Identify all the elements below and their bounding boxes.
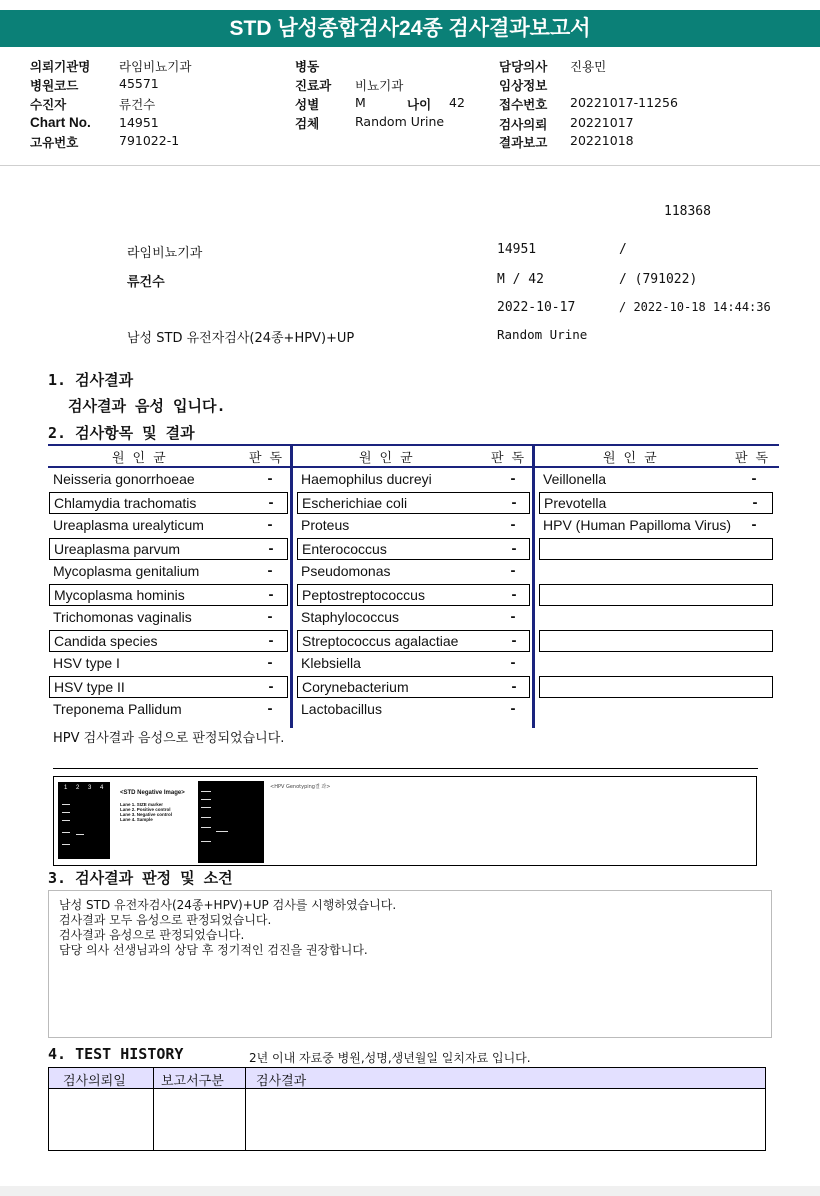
pathogen-result: -	[510, 654, 516, 671]
pathogen-cell	[297, 676, 530, 698]
pathogen-result: -	[510, 470, 516, 487]
pathogen-cell	[49, 653, 288, 675]
lane-2-label: 2	[76, 785, 80, 791]
gel-band	[62, 804, 70, 805]
age-label: 나이	[407, 97, 432, 112]
pathogen-cell	[297, 561, 530, 583]
chart-label: Chart No.	[30, 115, 91, 130]
pathogen-cell	[49, 699, 288, 721]
pathogen-result: -	[268, 540, 274, 557]
pathogen-name: Treponema Pallidum	[53, 701, 182, 717]
table-col-divider-1	[290, 444, 293, 728]
pathogen-result: -	[268, 586, 274, 603]
sex-value: M	[355, 95, 366, 110]
lane-3-label: 3	[88, 785, 92, 791]
pathogen-cell	[49, 492, 288, 514]
pathogen-cell	[49, 630, 288, 652]
report-title: STD 남성종합검사24종 검사결과보고서	[0, 10, 820, 47]
pathogen-name: Prevotella	[544, 495, 607, 511]
pathogen-result: -	[510, 700, 516, 717]
pathogen-cell	[49, 538, 288, 560]
gel-band	[201, 791, 211, 792]
pathogen-cell	[49, 561, 288, 583]
pathogen-result: -	[511, 540, 517, 557]
pathogen-name: Candida species	[54, 633, 158, 649]
pathogen-name: Trichomonas vaginalis	[53, 609, 192, 625]
pathogen-cell	[297, 492, 530, 514]
pathogen-result: -	[267, 516, 273, 533]
pathogen-name: Lactobacillus	[301, 701, 382, 717]
pathogen-cell	[297, 584, 530, 606]
code-value: 45571	[119, 76, 159, 91]
history-col-divider	[153, 1068, 154, 1150]
gel-legend-line: Lane 2. Positive control	[120, 807, 171, 812]
gel-band	[201, 817, 211, 818]
age-value: 42	[449, 95, 465, 110]
col2-result-header: 판독	[491, 451, 533, 466]
history-col-divider	[245, 1068, 246, 1150]
patient-label: 수진자	[30, 97, 67, 112]
pathogen-result: -	[511, 678, 517, 695]
section1-title: 1. 검사결과	[48, 371, 134, 389]
pathogen-name: Chlamydia trachomatis	[54, 495, 197, 511]
info-specimen: Random Urine	[497, 327, 588, 342]
gel-band	[201, 799, 211, 800]
pathogen-cell	[297, 607, 530, 629]
pathogen-cell	[297, 630, 530, 652]
dept-value: 비뇨기과	[355, 78, 404, 93]
pathogen-result: -	[268, 678, 274, 695]
clinical-label: 임상정보	[499, 78, 548, 93]
dept-label: 진료과	[295, 78, 332, 93]
opinion-line: 담당 의사 선생님과의 상담 후 정기적인 검진을 권장합니다.	[59, 943, 368, 957]
opinion-line: 검사결과 음성으로 판정되었습니다.	[59, 928, 245, 942]
pathogen-result: -	[267, 654, 273, 671]
pathogen-result: -	[752, 494, 758, 511]
doctor-value: 진용민	[570, 59, 607, 74]
info-request-date: 2022-10-17	[497, 300, 576, 315]
pathogen-result: -	[268, 494, 274, 511]
section3-title: 3. 검사결과 판정 및 소견	[48, 869, 233, 887]
col2-pathogen-header: 원인균	[359, 451, 421, 466]
table-head-rule	[48, 466, 779, 468]
col1-pathogen-header: 원인균	[112, 451, 174, 466]
pathogen-result: -	[267, 608, 273, 625]
info-birth: / (791022)	[619, 272, 698, 287]
patient-value: 류건수	[119, 97, 156, 112]
hospital-label: 의뢰기관명	[30, 59, 91, 74]
info-report-datetime: / 2022-10-18 14:44:36	[619, 300, 771, 314]
header-divider	[0, 165, 820, 166]
pathogen-name: Pseudomonas	[301, 563, 391, 579]
pathogen-name: HSV type I	[53, 655, 120, 671]
pathogen-name: Peptostreptococcus	[302, 587, 425, 603]
chart-value: 14951	[119, 115, 159, 130]
pathogen-cell	[297, 515, 530, 537]
hpv-caption: <HPV Genotyping결 과>	[270, 784, 331, 790]
info-sex-age: M / 42	[497, 272, 544, 287]
pathogen-cell	[49, 607, 288, 629]
empty-cell	[539, 538, 773, 560]
info-test-name: 남성 STD 유전자검사(24종+HPV)+UP	[127, 331, 355, 346]
pathogen-name: HSV type II	[54, 679, 125, 695]
pathogen-result: -	[268, 632, 274, 649]
pathogen-cell	[539, 469, 773, 491]
report-number: 118368	[664, 204, 711, 219]
specimen-value: Random Urine	[355, 114, 445, 129]
pathogen-result: -	[751, 470, 757, 487]
request-label: 검사의뢰	[499, 117, 548, 132]
history-note: 2년 이내 자료중 병원,성명,생년월일 일치자료 입니다.	[249, 1051, 531, 1065]
pathogen-name: Enterococcus	[302, 541, 387, 557]
pathogen-cell	[539, 515, 773, 537]
gel-image-panel	[53, 776, 757, 866]
history-table	[48, 1067, 766, 1151]
pathogen-name: Streptococcus agalactiae	[302, 633, 459, 649]
gel-band	[62, 812, 70, 813]
gel-band	[76, 834, 84, 835]
pathogen-name: Proteus	[301, 517, 350, 533]
code-label: 병원코드	[30, 78, 79, 93]
history-header-row	[49, 1068, 765, 1089]
unique-label: 고유번호	[30, 135, 79, 150]
info-chart: 14951	[497, 242, 537, 257]
pathogen-cell	[49, 469, 288, 491]
history-col-result: 검사결과	[256, 1074, 307, 1089]
hospital-value: 라임비뇨기과	[119, 59, 192, 74]
col1-result-header: 판독	[249, 451, 291, 466]
info-patient: 류건수	[127, 275, 165, 290]
gel-band	[62, 832, 70, 833]
info-hospital: 라임비뇨기과	[127, 246, 203, 261]
hpv-note: HPV 검사결과 음성으로 판정되었습니다.	[53, 731, 285, 746]
report-label: 결과보고	[499, 135, 548, 150]
pathogen-result: -	[510, 516, 516, 533]
history-col-request-date: 검사의뢰일	[63, 1074, 126, 1089]
col3-result-header: 판독	[735, 451, 777, 466]
receipt-value: 20221017-11256	[570, 95, 678, 110]
image-top-rule	[53, 768, 758, 769]
empty-cell	[539, 584, 773, 606]
pathogen-name: Ureaplasma urealyticum	[53, 517, 204, 533]
pathogen-name: Escherichiae coli	[302, 495, 408, 511]
hpv-gel-image	[198, 781, 264, 863]
pathogen-cell	[297, 538, 530, 560]
pathogen-cell	[297, 699, 530, 721]
sex-label: 성별	[295, 97, 320, 112]
receipt-label: 접수번호	[499, 97, 548, 112]
gel-legend-line: Lane 3. Negative control	[120, 812, 173, 817]
pathogen-name: Veillonella	[543, 471, 607, 487]
info-slash: /	[619, 242, 627, 257]
pathogen-result: -	[510, 562, 516, 579]
gel-band	[201, 827, 211, 828]
report-value: 20221018	[570, 133, 634, 148]
lane-4-label: 4	[100, 785, 104, 791]
table-col-divider-2	[532, 444, 535, 728]
gel-legend-line: Lane 4. Sample	[120, 817, 153, 822]
gel-band	[201, 807, 211, 808]
pathogen-result: -	[267, 700, 273, 717]
pathogen-cell	[539, 492, 773, 514]
pathogen-result: -	[751, 516, 757, 533]
gel-band	[62, 820, 70, 821]
gel-band	[201, 841, 211, 842]
pathogen-name: Ureaplasma parvum	[54, 541, 181, 557]
unique-value: 791022-1	[119, 133, 180, 148]
pathogen-cell	[49, 515, 288, 537]
pathogen-cell	[297, 653, 530, 675]
pathogen-result: -	[267, 470, 273, 487]
pathogen-name: Mycoplasma hominis	[54, 587, 185, 603]
gel-legend-line: Lane 1. SIZE marker	[120, 802, 164, 807]
gel-legend	[112, 782, 196, 859]
empty-cell	[539, 630, 773, 652]
pathogen-name: Staphylococcus	[301, 609, 400, 625]
opinion-line: 검사결과 모두 음성으로 판정되었습니다.	[59, 913, 272, 927]
pathogen-name: Mycoplasma genitalium	[53, 563, 200, 579]
doctor-label: 담당의사	[499, 59, 548, 74]
pathogen-name: Corynebacterium	[302, 679, 409, 695]
pathogen-cell	[49, 584, 288, 606]
gel-legend-title: <STD Negative Image>	[120, 790, 185, 796]
opinion-line: 남성 STD 유전자검사(24종+HPV)+UP 검사를 시행하였습니다.	[59, 898, 397, 912]
pathogen-cell	[297, 469, 530, 491]
pathogen-result: -	[511, 494, 517, 511]
std-gel-image	[58, 782, 110, 859]
ward-label: 병동	[295, 59, 320, 74]
gel-band	[62, 844, 70, 845]
specimen-label: 검체	[295, 116, 320, 131]
pathogen-name: Neisseria gonorrhoeae	[53, 471, 195, 487]
col3-pathogen-header: 원인균	[603, 451, 665, 466]
gel-band	[216, 831, 228, 832]
pathogen-result: -	[511, 632, 517, 649]
pathogen-cell	[49, 676, 288, 698]
history-col-report-type: 보고서구분	[161, 1074, 224, 1089]
opinion-box	[48, 890, 772, 1038]
section4-title: 4. TEST HISTORY	[48, 1045, 184, 1063]
section2-title: 2. 검사항목 및 결과	[48, 424, 195, 442]
request-value: 20221017	[570, 115, 634, 130]
pathogen-result: -	[511, 586, 517, 603]
pathogen-result: -	[510, 608, 516, 625]
lane-1-label: 1	[64, 785, 68, 791]
pathogen-name: HPV (Human Papilloma Virus)	[543, 517, 732, 533]
pathogen-result: -	[267, 562, 273, 579]
pathogen-name: Klebsiella	[301, 655, 361, 671]
table-top-rule	[48, 444, 779, 446]
empty-cell	[539, 676, 773, 698]
result-summary: 검사결과 음성 입니다.	[68, 397, 226, 415]
pathogen-name: Haemophilus ducreyi	[301, 471, 432, 487]
